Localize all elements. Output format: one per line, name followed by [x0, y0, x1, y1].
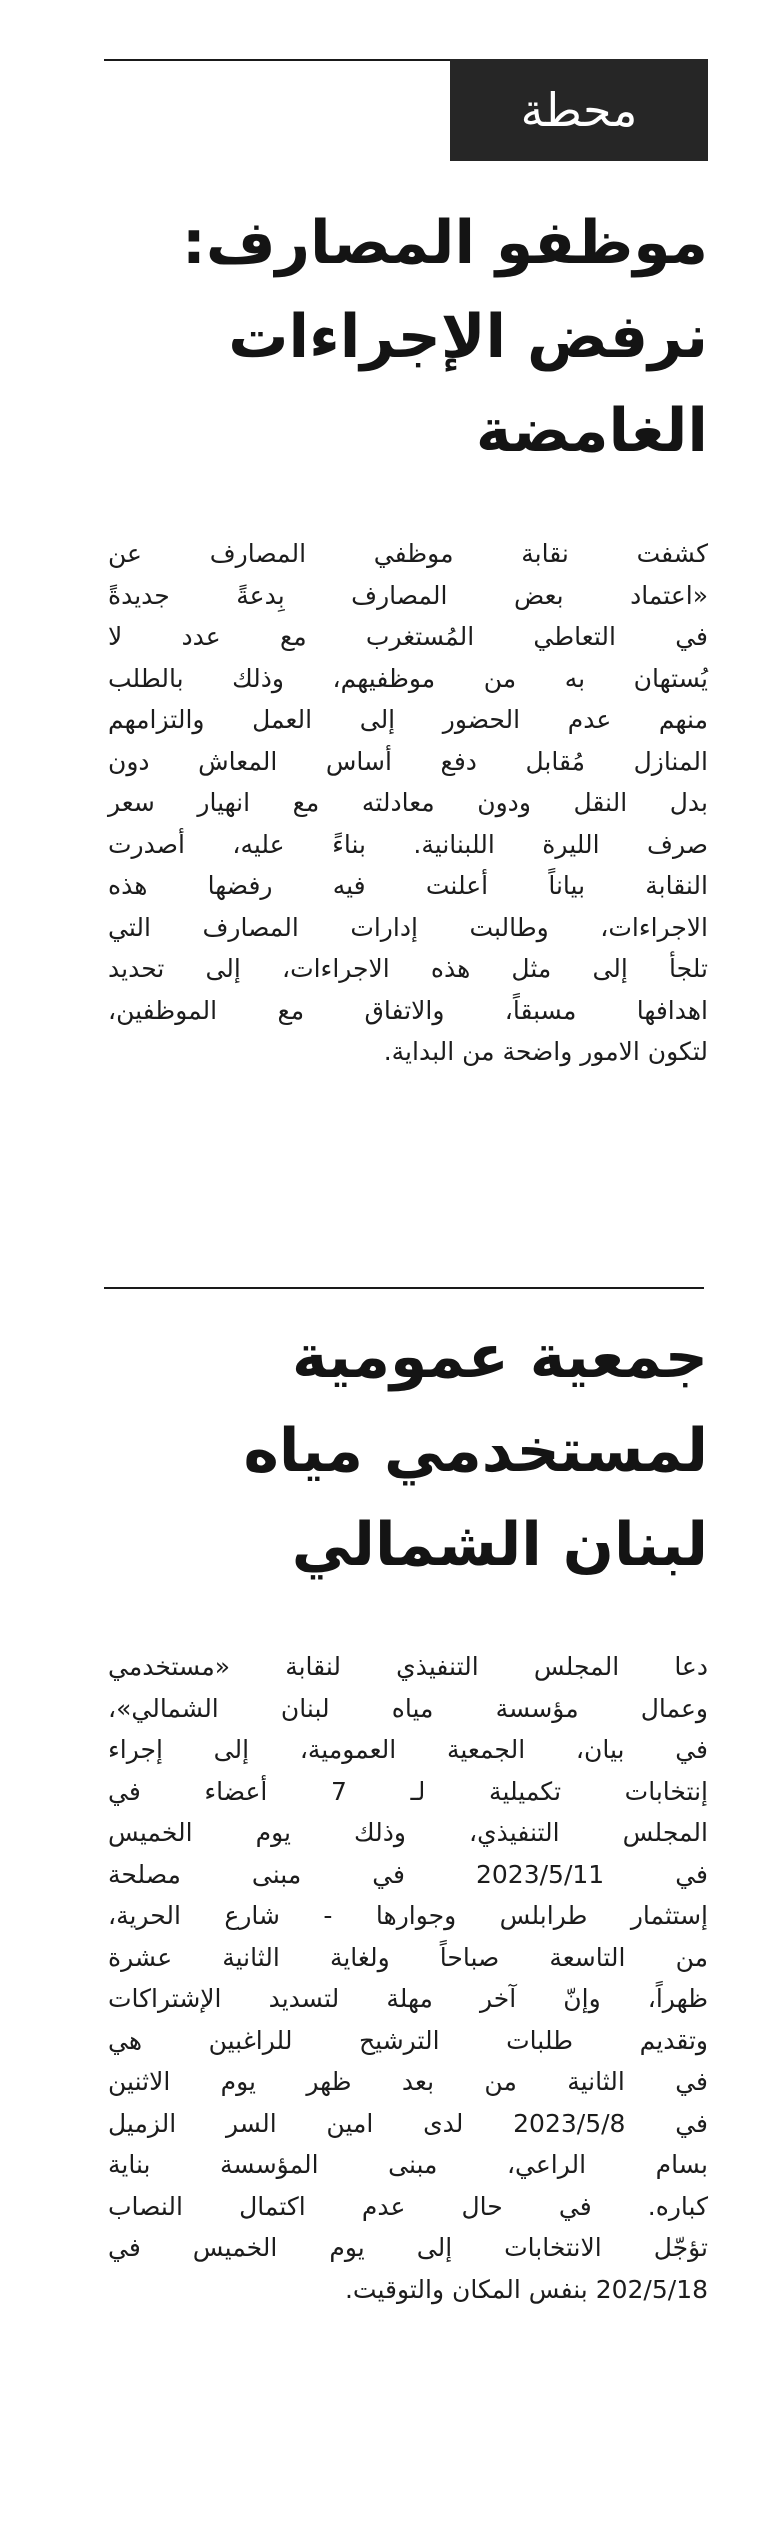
article-1-body — [108, 533, 708, 1073]
article-1-headline — [108, 196, 708, 478]
body-line: تؤجّل الانتخابات إلى يوم الخميس في — [108, 2233, 708, 2262]
body-line: في 2023/5/8 لدى امين السر الزميل — [108, 2108, 708, 2138]
body-line: «اعتماد بعض المصارف بِدعةً جديدةً — [108, 580, 708, 610]
headline-line: لبنان الشمالي — [291, 1510, 708, 1580]
body-line: بدل النقل ودون معادلته مع انهيار سعر — [108, 788, 708, 817]
body-line: إستثمار طرابلس وجوارها - شارع الحرية، — [108, 1901, 708, 1930]
body-line: النقابة بياناً أعلنت فيه رفضها هذه — [108, 871, 708, 900]
headline-line: جمعية عمومية — [292, 1322, 708, 1392]
body-line: وعمال مؤسسة مياه لبنان الشمالي»، — [108, 1693, 708, 1723]
body-line: في بيان، الجمعية العمومية، إلى إجراء — [108, 1735, 708, 1764]
headline-line: نرفض الإجراءات — [228, 302, 708, 372]
headline-line: الغامضة — [475, 396, 708, 466]
body-line: 202/5/18 بنفس المكان والتوقيت. — [344, 2274, 708, 2304]
headline-line: لمستخدمي مياه — [243, 1416, 708, 1486]
article-divider — [104, 1287, 704, 1289]
body-line: الاجراءات، وطالبت إدارات المصارف التي — [108, 912, 708, 942]
article-2-headline — [108, 1310, 708, 1592]
body-line: من التاسعة صباحاً ولغاية الثانية عشرة — [108, 1942, 708, 1972]
body-line: منهم عدم الحضور إلى العمل والتزامهم — [108, 705, 708, 734]
body-line: في الثانية من بعد ظهر يوم الاثنين — [108, 2067, 708, 2096]
body-line: كشفت نقابة موظفي المصارف عن — [108, 539, 708, 568]
body-line: اهدافها مسبقاً، والاتفاق مع الموظفين، — [108, 995, 708, 1025]
body-line: كباره. في حال عدم اكتمال النصاب — [108, 2191, 708, 2221]
article-2-body — [108, 1646, 708, 2310]
body-line: إنتخابات تكميلية لـ 7 أعضاء في — [108, 1776, 708, 1806]
body-line: تلجأ إلى مثل هذه الاجراءات، إلى تحديد — [108, 954, 708, 983]
body-line: ظهراً، وإنّ آخر مهلة لتسديد الإشتراكات — [108, 1984, 708, 2013]
body-line: يُستهان به من موظفيهم، وذلك بالطلب — [108, 663, 708, 693]
body-line: في 2023/5/11 في مبنى مصلحة — [108, 1859, 708, 1889]
section-tag: محطة — [450, 59, 708, 161]
body-line: وتقديم طلبات الترشيح للراغبين هي — [108, 2025, 708, 2055]
body-line: بسام الراعي، مبنى المؤسسة بناية — [108, 2150, 708, 2179]
body-line: لتكون الامور واضحة من البداية. — [383, 1037, 708, 1066]
body-line: المجلس التنفيذي، وذلك يوم الخميس — [108, 1818, 708, 1847]
body-line: في التعاطي المُستغرب مع عدد لا — [108, 622, 708, 651]
body-line: دعا المجلس التنفيذي لنقابة «مستخدمي — [108, 1652, 708, 1681]
headline-line: موظفو المصارف: — [181, 208, 708, 278]
body-line: المنازل مُقابل دفع أساس المعاش دون — [108, 746, 708, 776]
body-line: صرف الليرة اللبنانية. بناءً عليه، أصدرت — [108, 829, 708, 859]
